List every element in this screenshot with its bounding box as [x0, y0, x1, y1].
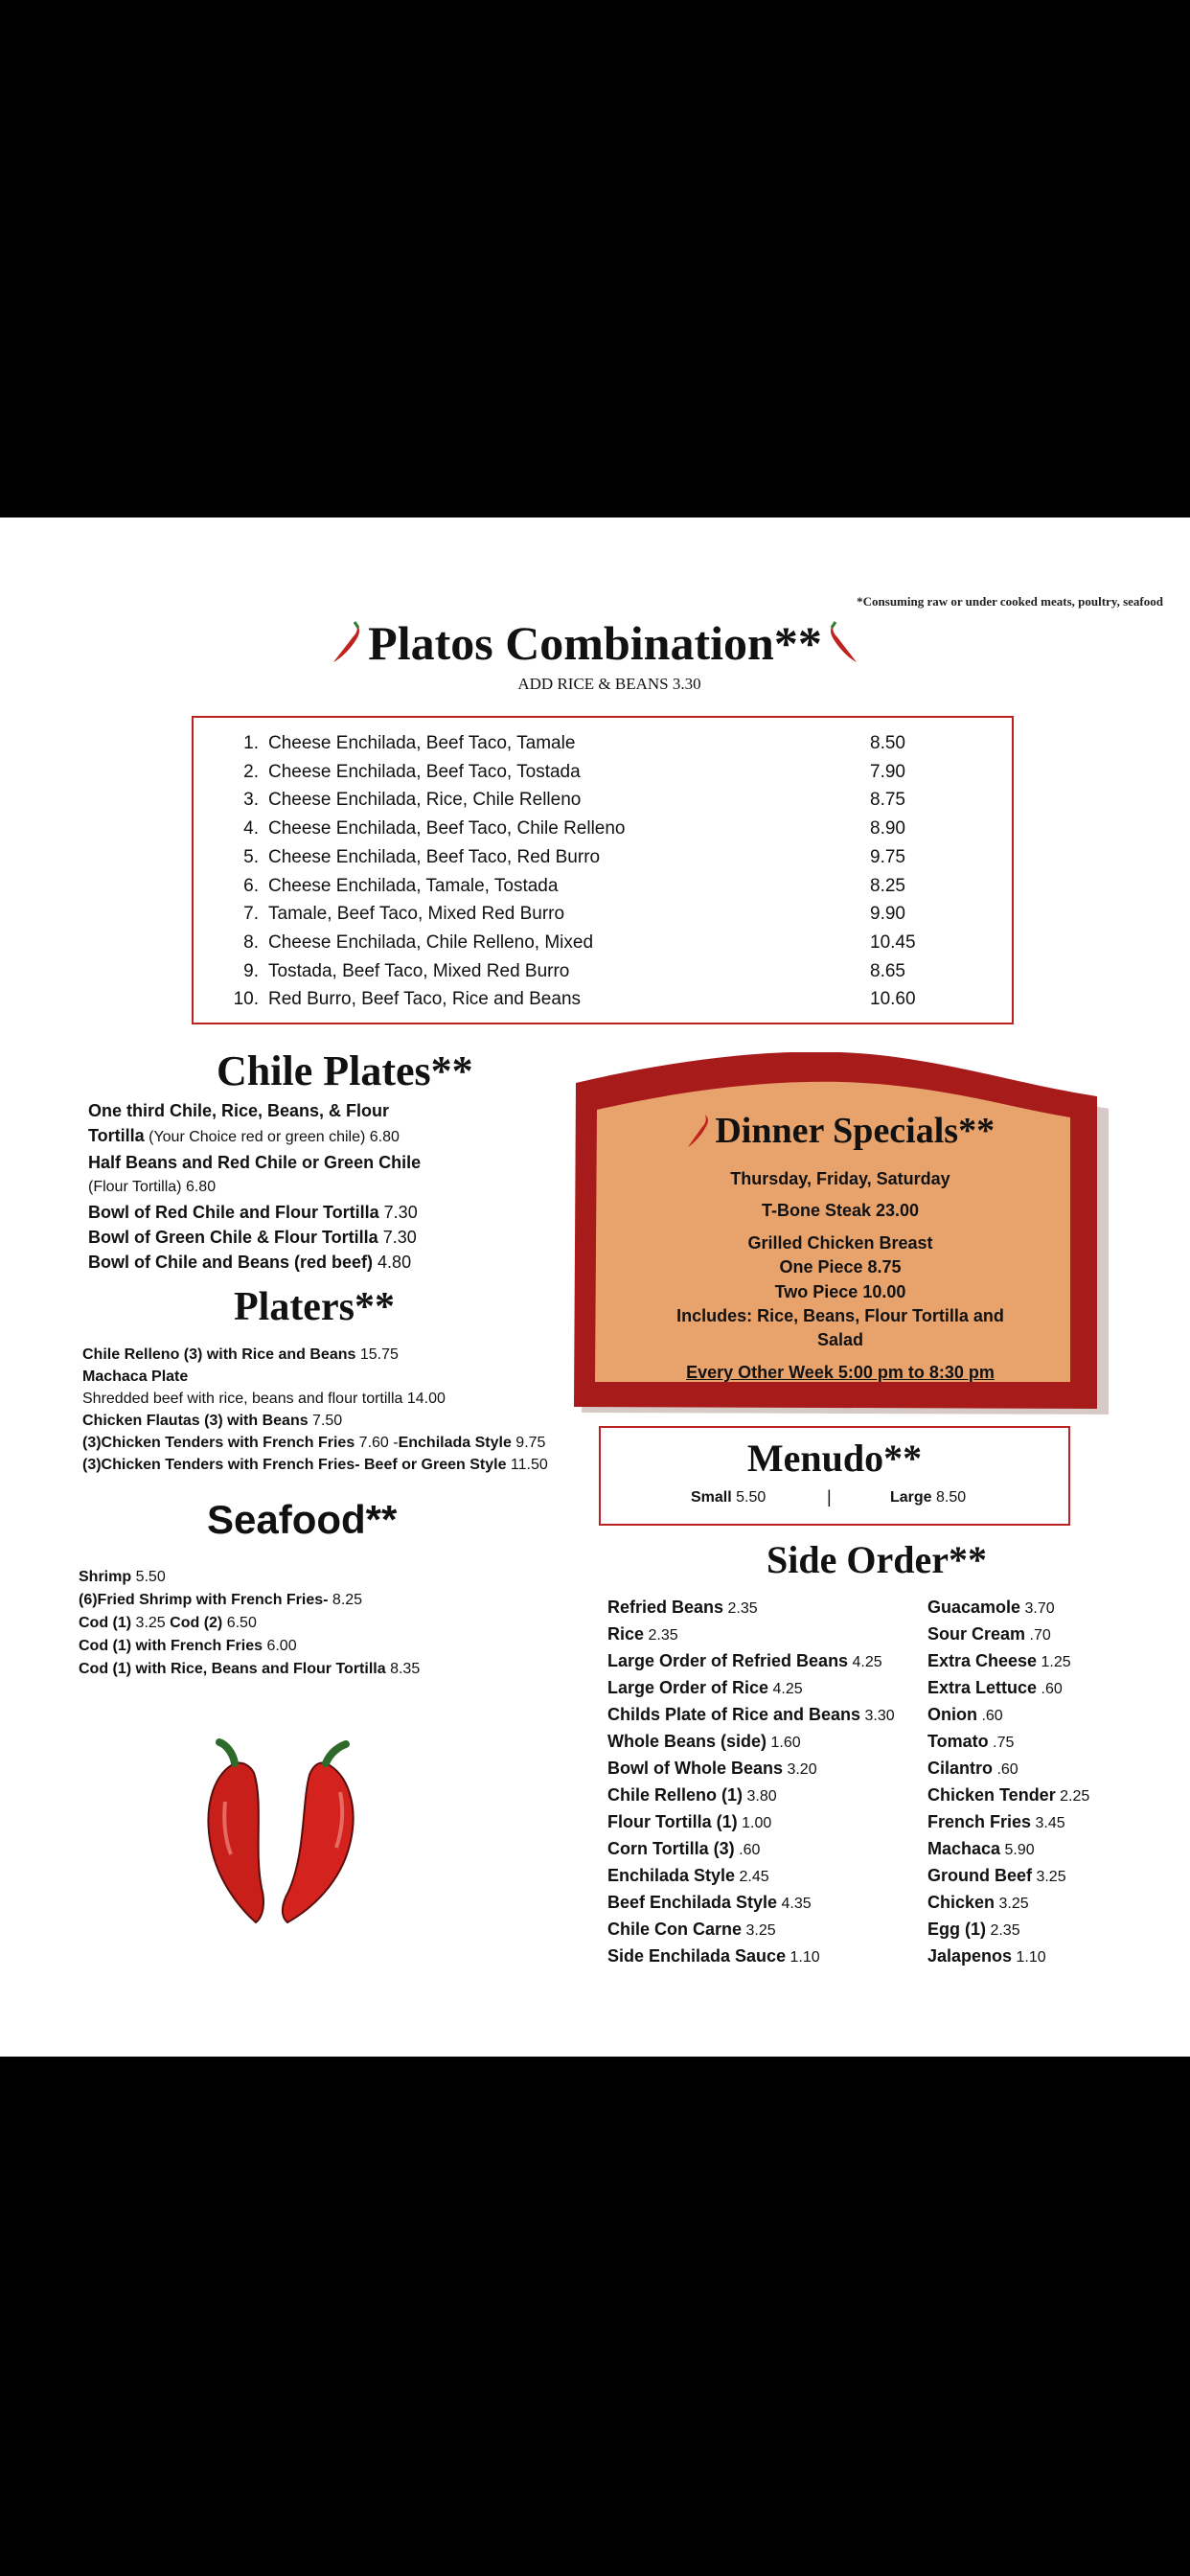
combo-row — [232, 961, 979, 988]
chile-pepper-icon — [330, 620, 364, 666]
combo-description: Tostada, Beef Taco, Mixed Red Burro — [268, 960, 570, 981]
combo-number: 6. — [243, 875, 259, 896]
combo-number: 9. — [243, 960, 259, 981]
side-order-item: Chicken Tender 2.25 — [927, 1785, 1090, 1805]
side-order-item: Chile Con Carne 3.25 — [607, 1920, 776, 1939]
combo-row — [232, 847, 979, 874]
side-order-item: Extra Cheese 1.25 — [927, 1651, 1071, 1670]
specials-includes: Includes: Rice, Beans, Flour Tortilla and — [676, 1306, 1004, 1325]
side-order-item: Rice 2.35 — [607, 1624, 678, 1644]
combo-number: 8. — [243, 932, 259, 953]
combo-title-block — [0, 615, 1190, 671]
chile-plates-line: One third Chile, Rice, Beans, & Flour — [88, 1101, 390, 1120]
combo-row — [232, 876, 979, 903]
side-order-item: Guacamole 3.70 — [927, 1598, 1055, 1617]
platers-title: Platers** — [234, 1285, 395, 1329]
side-order-item: Refried Beans 2.35 — [607, 1598, 758, 1617]
seafood-line: Shrimp 5.50 — [79, 1569, 166, 1585]
side-order-item: Chicken 3.25 — [927, 1893, 1029, 1912]
side-order-item: Corn Tortilla (3) .60 — [607, 1839, 761, 1858]
specials-schedule: Every Other Week 5:00 pm to 8:30 pm — [686, 1363, 995, 1382]
chile-pepper-icon — [826, 620, 860, 666]
side-order-item: Childs Plate of Rice and Beans 3.30 — [607, 1705, 895, 1724]
combo-price: 9.90 — [870, 904, 905, 925]
combo-row — [232, 818, 979, 845]
combo-description: Cheese Enchilada, Beef Taco, Tamale — [268, 733, 576, 753]
combo-row — [232, 762, 979, 789]
combo-list — [192, 716, 1014, 1024]
side-order-right-column — [927, 1595, 1177, 1970]
combo-row — [232, 932, 979, 959]
side-order-item: Cilantro .60 — [927, 1759, 1018, 1778]
chile-plates-line: Bowl of Green Chile & Flour Tortilla 7.30 — [88, 1228, 417, 1247]
side-order-item: Onion .60 — [927, 1705, 1003, 1724]
side-order-item: Sour Cream .70 — [927, 1624, 1051, 1644]
side-order-item: Enchilada Style 2.45 — [607, 1866, 769, 1885]
side-order-item: Extra Lettuce .60 — [927, 1678, 1063, 1697]
combo-number: 2. — [243, 761, 259, 782]
combo-row — [232, 790, 979, 816]
combo-price: 8.90 — [870, 818, 905, 840]
side-order-item: Tomato .75 — [927, 1732, 1015, 1751]
combo-number: 7. — [243, 904, 259, 925]
specials-one-piece: One Piece 8.75 — [779, 1257, 902, 1276]
menu-page — [0, 518, 1190, 2057]
combo-row — [232, 989, 979, 1016]
combo-price: 8.25 — [870, 875, 905, 896]
side-order-left-column — [607, 1595, 924, 1970]
specials-title-row — [572, 1110, 1109, 1152]
side-order-item: Whole Beans (side) 1.60 — [607, 1732, 801, 1751]
platers-line: (3)Chicken Tenders with French Fries 7.60 -Enchilada Style 9.75 — [82, 1435, 546, 1451]
seafood-line: (6)Fried Shrimp with French Fries- 8.25 — [79, 1592, 363, 1608]
side-order-item: Side Enchilada Sauce 1.10 — [607, 1946, 820, 1966]
side-order-item: French Fries 3.45 — [927, 1812, 1065, 1831]
platers-line: Chile Relleno (3) with Rice and Beans 15.75 — [82, 1346, 399, 1363]
seafood-line: Cod (1) with French Fries 6.00 — [79, 1638, 297, 1654]
side-order-title: Side Order** — [767, 1538, 987, 1581]
combo-price: 7.90 — [870, 761, 905, 782]
chile-plates-title: Chile Plates** — [217, 1047, 473, 1094]
side-order-item: Egg (1) 2.35 — [927, 1920, 1020, 1939]
twin-chile-peppers-icon — [196, 1735, 369, 1926]
side-order-item: Flour Tortilla (1) 1.00 — [607, 1812, 772, 1831]
specials-two-piece: Two Piece 10.00 — [774, 1282, 906, 1301]
combo-price: 8.50 — [870, 733, 905, 753]
menudo-small: Small 5.50 — [691, 1489, 767, 1506]
seafood-list — [79, 1566, 577, 1681]
combo-description: Cheese Enchilada, Beef Taco, Tostada — [268, 761, 581, 782]
menudo-large: Large 8.50 — [890, 1489, 967, 1506]
menudo-title: Menudo** — [746, 1437, 923, 1480]
specials-days: Thursday, Friday, Saturday — [730, 1169, 950, 1188]
chile-plates-line: Bowl of Chile and Beans (red beef) 4.80 — [88, 1253, 412, 1272]
side-order-item: Bowl of Whole Beans 3.20 — [607, 1759, 817, 1778]
disclaimer: *Consuming raw or under cooked meats, poultry, seafood — [857, 594, 1163, 609]
combo-number: 3. — [243, 790, 259, 811]
combo-description: Cheese Enchilada, Beef Taco, Red Burro — [268, 846, 601, 867]
chile-plates-line: Tortilla (Your Choice red or green chile) 6.80 — [88, 1126, 400, 1145]
combo-price: 8.65 — [870, 960, 905, 981]
side-order-item: Beef Enchilada Style 4.35 — [607, 1893, 812, 1912]
side-order-item: Machaca 5.90 — [927, 1839, 1035, 1858]
combo-description: Cheese Enchilada, Rice, Chile Relleno — [268, 790, 582, 811]
side-order-item: Large Order of Rice 4.25 — [607, 1678, 803, 1697]
combo-row — [232, 904, 979, 931]
combo-price: 10.60 — [870, 989, 916, 1010]
combo-subtitle: ADD RICE & BEANS 3.30 — [517, 675, 701, 693]
side-order-item: Large Order of Refried Beans 4.25 — [607, 1651, 882, 1670]
combo-price: 10.45 — [870, 932, 916, 953]
combo-description: Red Burro, Beef Taco, Rice and Beans — [268, 989, 582, 1010]
combo-description: Tamale, Beef Taco, Mixed Red Burro — [268, 904, 565, 925]
combo-description: Cheese Enchilada, Tamale, Tostada — [268, 875, 559, 896]
dinner-specials-content — [572, 1052, 1109, 1416]
side-order-item: Ground Beef 3.25 — [927, 1866, 1066, 1885]
dinner-specials-panel — [572, 1052, 1109, 1416]
menudo-box — [599, 1426, 1070, 1526]
seafood-line: Cod (1) 3.25 Cod (2) 6.50 — [79, 1615, 257, 1631]
chile-plates-line: Half Beans and Red Chile or Green Chile — [88, 1153, 422, 1172]
seafood-title: Seafood** — [207, 1497, 398, 1542]
combo-description: Cheese Enchilada, Chile Relleno, Mixed — [268, 932, 594, 953]
combo-number: 4. — [243, 818, 259, 840]
specials-chicken: Grilled Chicken Breast — [747, 1233, 933, 1253]
combo-number: 10. — [233, 989, 259, 1010]
combo-number: 5. — [243, 846, 259, 867]
chile-plates-list — [88, 1098, 548, 1275]
platers-line: Machaca Plate — [82, 1368, 189, 1385]
combo-title: Platos Combination** — [368, 616, 822, 670]
combo-description: Cheese Enchilada, Beef Taco, Chile Relleno — [268, 818, 626, 840]
specials-steak: T-Bone Steak 23.00 — [761, 1201, 920, 1220]
side-order-item: Chile Relleno (1) 3.80 — [607, 1785, 777, 1805]
specials-title: Dinner Specials** — [715, 1111, 995, 1151]
menudo-divider: | — [827, 1487, 832, 1506]
combo-price: 8.75 — [870, 790, 905, 811]
seafood-line: Cod (1) with Rice, Beans and Flour Tortilla 8.35 — [79, 1661, 421, 1677]
chile-plates-line: (Flour Tortilla) 6.80 — [88, 1179, 217, 1195]
combo-number: 1. — [243, 733, 259, 753]
platers-list — [82, 1344, 600, 1476]
chile-plates-line: Bowl of Red Chile and Flour Tortilla 7.30 — [88, 1203, 418, 1222]
combo-row — [232, 733, 979, 760]
chile-pepper-icon — [686, 1113, 711, 1149]
side-order-item: Jalapenos 1.10 — [927, 1946, 1046, 1966]
platers-line: (3)Chicken Tenders with French Fries- Beef or Green Style 11.50 — [82, 1457, 548, 1473]
specials-includes-cont: Salad — [816, 1330, 864, 1349]
combo-price: 9.75 — [870, 846, 905, 867]
platers-line: Shredded beef with rice, beans and flour tortilla 14.00 — [82, 1391, 446, 1407]
platers-line: Chicken Flautas (3) with Beans 7.50 — [82, 1413, 343, 1429]
